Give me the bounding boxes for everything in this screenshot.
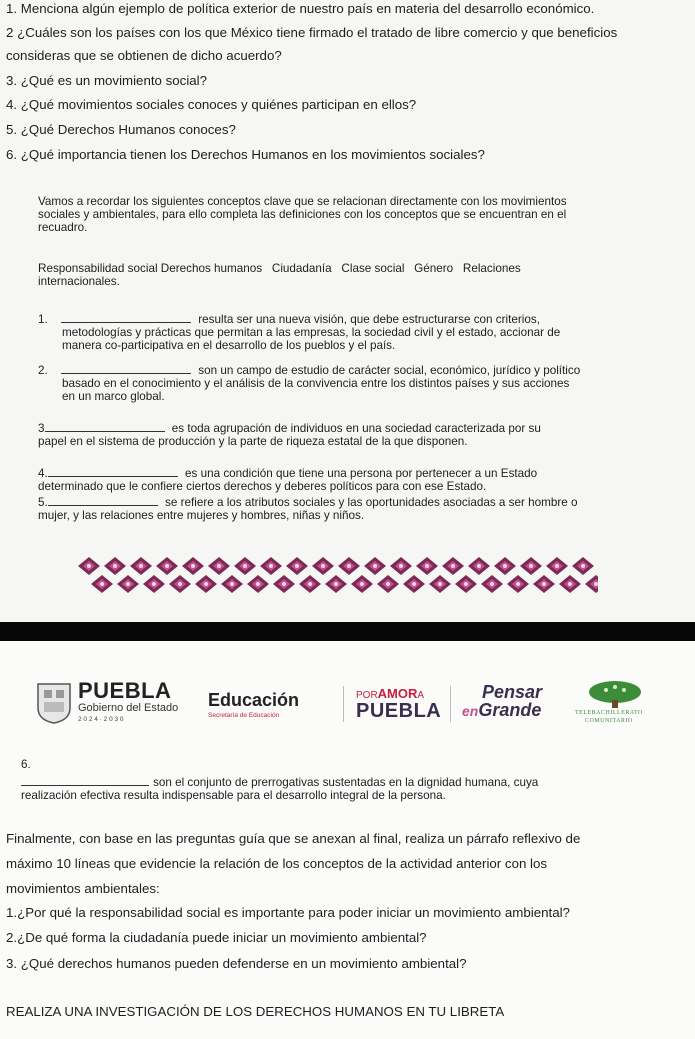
definition-1-line-3: manera co-participativa en el desarrollo de los pueblos y el país. — [62, 339, 396, 352]
page-separator-band — [0, 622, 695, 641]
definition-3-line-2: papel en el sistema de producción y la parte de riqueza estatal de la que disponen. — [38, 435, 468, 448]
puebla-shield-logo — [36, 682, 72, 724]
guide-question-1: 1.¿Por qué la responsabilidad social es importante para poder iniciar un movimiento ambiental? — [6, 905, 570, 920]
decorative-pattern-border — [78, 557, 598, 593]
secretaria-label: Secretaría de Educación — [208, 712, 280, 719]
definition-4: 4. es una condición que tiene una persona por pertenecer a un Estado — [38, 467, 538, 480]
guide-question-3: 3. ¿Qué derechos humanos pueden defenderse en un movimiento ambiental? — [6, 956, 467, 971]
question-2-line-1: 2 ¿Cuáles son los países con los que México tiene firmado el tratado de libre comercio y que beneficios — [6, 25, 618, 40]
en-grande-logo: enGrande — [462, 700, 542, 720]
years-label: 2 0 2 4 · 2 0 3 0 — [78, 716, 124, 723]
definition-5: 5. se refiere a los atributos sociales y las oportunidades asociadas a ser hombre o — [38, 496, 578, 509]
telebachillerato-label: TELEBACHILLERATO — [575, 710, 643, 716]
final-instruction: REALIZA UNA INVESTIGACIÓN DE LOS DERECHOS HUMANOS EN TU LIBRETA — [6, 1004, 505, 1019]
definition-5-line-2: mujer, y las relaciones entre mujeres y hombres, niñas y niños. — [38, 509, 365, 522]
closing-line-3: movimientos ambientales: — [6, 881, 160, 896]
intro-line-1: Vamos a recordar los siguientes conceptos clave que se relacionan directamente con los movimientos — [38, 195, 567, 208]
question-6: 6. ¿Qué importancia tienen los Derechos Humanos en los movimientos sociales? — [6, 147, 485, 162]
puebla-logo-title: PUEBLA — [78, 678, 172, 703]
por-amor-line: PORAMORA — [356, 686, 425, 701]
definition-2-line-3: en un marco global. — [62, 390, 165, 403]
answer-blank-6[interactable] — [21, 776, 149, 786]
definition-1-line-2: metodologías y prácticas que permitan a las empresas, la sociedad civil y el estado, accionar de — [62, 326, 561, 339]
educacion-logo: Educación — [208, 690, 300, 710]
answer-blank-4[interactable] — [48, 467, 178, 477]
question-3: 3. ¿Qué es un movimiento social? — [6, 73, 208, 88]
puebla-amor-logo: PUEBLA — [356, 700, 442, 722]
answer-blank-1[interactable] — [61, 313, 191, 323]
definition-6-number: 6. — [21, 758, 31, 771]
telebachillerato-tree-icon — [588, 680, 642, 708]
definition-6: son el conjunto de prerrogativas sustentadas en la dignidad humana, cuya — [21, 776, 661, 789]
header-logos — [0, 678, 695, 728]
question-5: 5. ¿Qué Derechos Humanos conoces? — [6, 122, 236, 137]
closing-line-2: máximo 10 líneas que evidencie la relación de los conceptos de la actividad anterior con los — [6, 856, 548, 871]
question-4: 4. ¿Qué movimientos sociales conoces y quiénes participan en ellos? — [6, 97, 417, 112]
gobierno-label: Gobierno del Estado — [78, 702, 179, 714]
concepts-line-2: internacionales. — [38, 275, 120, 288]
logo-divider-2 — [450, 686, 451, 722]
comunitario-label: COMUNITARIO — [585, 718, 633, 724]
intro-line-2: sociales y ambientales, para ello completa las definiciones con los conceptos que se encuentran en el — [38, 208, 567, 221]
answer-blank-2[interactable] — [61, 364, 191, 374]
intro-line-3: recuadro. — [38, 221, 88, 234]
logo-divider-1 — [343, 686, 344, 722]
concepts-line-1: Responsabilidad social Derechos humanos Ciudadanía Clase social Género Relaciones — [38, 262, 521, 275]
definition-2: 2. son un campo de estudio de carácter social, económico, jurídico y político — [38, 364, 581, 377]
definition-4-line-2: determinado que le confiere ciertos derechos y deberes políticos para con ese Estado. — [38, 480, 487, 493]
definition-6-line-2: realización efectiva resulta indispensable para el desarrollo integral de la persona. — [21, 789, 446, 802]
pensar-logo: Pensar — [482, 682, 543, 702]
definition-1: 1. resulta ser una nueva visión, que debe estructurarse con criterios, — [38, 313, 540, 326]
answer-blank-3[interactable] — [45, 422, 165, 432]
answer-blank-5[interactable] — [48, 496, 158, 506]
definition-3: 3 es toda agrupación de individuos en una sociedad caracterizada por su — [38, 422, 541, 435]
guide-question-2: 2.¿De qué forma la ciudadanía puede iniciar un movimiento ambiental? — [6, 930, 427, 945]
definition-2-line-2: basado en el conocimiento y el análisis de la convivencia entre los distintos países y sus acciones — [62, 377, 570, 390]
closing-line-1: Finalmente, con base en las preguntas guía que se anexan al final, realiza un párrafo reflexivo de — [6, 831, 581, 846]
question-2-line-2: consideras que se obtienen de dicho acuerdo? — [6, 48, 282, 63]
question-1: 1. Menciona algún ejemplo de política exterior de nuestro país en materia del desarrollo económico. — [6, 1, 595, 16]
